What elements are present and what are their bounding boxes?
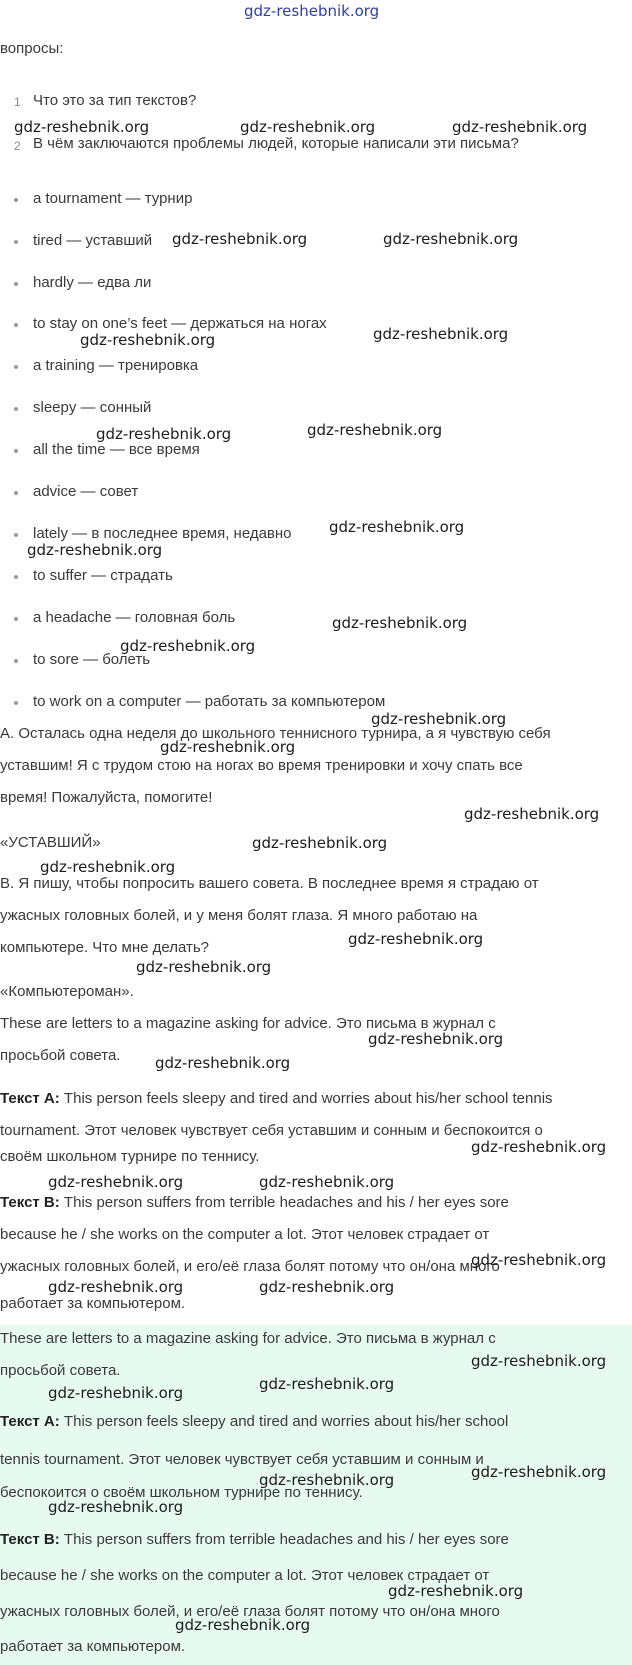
answer-line: ужасных головных болей, и его/её глаза болят потому что он/она много	[0, 1258, 500, 1275]
watermark-text: gdz-reshebnik.org	[48, 1384, 184, 1402]
watermark-text: gdz-reshebnik.org	[259, 1471, 395, 1489]
watermark-text: gdz-reshebnik.org	[383, 230, 519, 248]
vocab-item: to sore — болеть	[33, 651, 151, 668]
answer-line: These are letters to a magazine asking for advice. Это письма в журнал с	[0, 1015, 496, 1032]
watermark-text: gdz-reshebnik.org	[464, 805, 600, 823]
answer-line: These are letters to a magazine asking for advice. Это письма в журнал с	[0, 1330, 496, 1347]
answer-line: Текст А: This person feels sleepy and tired and worries about his/her school tennis	[0, 1090, 553, 1107]
letter-line: компьютере. Что мне делать?	[0, 939, 210, 956]
answer-line: просьбой совета.	[0, 1047, 121, 1064]
letter-line: уставшим! Я с трудом стою на ногах во время тренировки и хочу спать все	[0, 757, 523, 774]
bullet-dot	[14, 449, 18, 453]
vocab-item: sleepy — сонный	[33, 399, 152, 416]
watermark-text: gdz-reshebnik.org	[471, 1251, 607, 1269]
watermark-text: gdz-reshebnik.org	[471, 1463, 607, 1481]
bullet-dot	[14, 198, 18, 202]
watermark-text: gdz-reshebnik.org	[172, 230, 308, 248]
watermark-text: gdz-reshebnik.org	[120, 637, 256, 655]
watermark-top: gdz-reshebnik.org	[244, 2, 380, 20]
intro-text: вопросы:	[0, 40, 64, 57]
vocab-item: to work on a computer — работать за компьютером	[33, 693, 386, 710]
watermark-text: gdz-reshebnik.org	[332, 614, 468, 632]
vocab-item: hardly — едва ли	[33, 274, 152, 291]
letter-line: время! Пожалуйста, помогите!	[0, 789, 213, 806]
watermark-text: gdz-reshebnik.org	[371, 710, 507, 728]
watermark-text: gdz-reshebnik.org	[373, 325, 509, 343]
answer-line: ужасных головных болей, и его/её глаза болят потому что он/она много	[0, 1603, 500, 1620]
vocab-item: a training — тренировка	[33, 357, 199, 374]
answer-line: работает за компьютером.	[0, 1638, 186, 1655]
watermark-text: gdz-reshebnik.org	[252, 834, 388, 852]
watermark-text: gdz-reshebnik.org	[40, 858, 176, 876]
watermark-text: gdz-reshebnik.org	[259, 1173, 395, 1191]
answer-line: своём школьном турнире по теннису.	[0, 1148, 260, 1165]
letter-signature: «Компьютероман».	[0, 983, 134, 1000]
watermark-text: gdz-reshebnik.org	[27, 541, 163, 559]
vocab-item: to suffer — страдать	[33, 567, 173, 584]
bullet-dot	[14, 575, 18, 579]
bullet-dot	[14, 491, 18, 495]
question-text: Что это за тип текстов?	[33, 92, 197, 109]
answer-line: работает за компьютером.	[0, 1295, 186, 1312]
watermark-text: gdz-reshebnik.org	[155, 1054, 291, 1072]
watermark-text: gdz-reshebnik.org	[471, 1138, 607, 1156]
answer-line: Текст В: This person suffers from terrible headaches and his / her eyes sore	[0, 1194, 509, 1211]
watermark-text: gdz-reshebnik.org	[48, 1173, 184, 1191]
watermark-text: gdz-reshebnik.org	[48, 1498, 184, 1516]
answer-line: просьбой совета.	[0, 1362, 121, 1379]
vocab-item: advice — совет	[33, 483, 139, 500]
answer-line: Текст А: This person feels sleepy and tired and worries about his/her school	[0, 1413, 509, 1430]
answer-line: Текст В: This person suffers from terrible headaches and his / her eyes sore	[0, 1531, 509, 1548]
watermark-text: gdz-reshebnik.org	[259, 1278, 395, 1296]
watermark-text: gdz-reshebnik.org	[80, 331, 216, 349]
letter-line: ужасных головных болей, и у меня болят глаза. Я много работаю на	[0, 907, 478, 924]
watermark-text: gdz-reshebnik.org	[471, 1352, 607, 1370]
bullet-dot	[14, 282, 18, 286]
bullet-dot	[14, 407, 18, 411]
watermark-text: gdz-reshebnik.org	[348, 930, 484, 948]
bullet-dot	[14, 533, 18, 537]
watermark-text: gdz-reshebnik.org	[136, 958, 272, 976]
answer-line: беспокоится о своём школьном турнире по теннису.	[0, 1484, 363, 1501]
vocab-item: all the time — все время	[33, 441, 200, 458]
watermark-text: gdz-reshebnik.org	[259, 1375, 395, 1393]
letter-line: А. Осталась одна неделя до школьного теннисного турнира, а я чувствую себя	[0, 725, 551, 742]
bullet-dot	[14, 323, 18, 327]
question-text: В чём заключаются проблемы людей, которые написали эти письма?	[33, 135, 519, 152]
vocab-item: a headache — головная боль	[33, 609, 236, 626]
bullet-dot	[14, 365, 18, 369]
watermark-text: gdz-reshebnik.org	[160, 738, 296, 756]
watermark-text: gdz-reshebnik.org	[307, 421, 443, 439]
answer-line: because he / she works on the computer a lot. Этот человек страдает от	[0, 1226, 490, 1243]
vocab-item: to stay on one’s feet — держаться на ногах	[33, 315, 327, 332]
vocab-item: a tournament — турнир	[33, 190, 193, 207]
text-b-label: Текст В:	[0, 1194, 60, 1211]
watermark-text: gdz-reshebnik.org	[452, 118, 588, 136]
watermark-text: gdz-reshebnik.org	[329, 518, 465, 536]
text-b-label: Текст В:	[0, 1531, 60, 1548]
bullet-dot	[14, 240, 18, 244]
answer-line: tournament. Этот человек чувствует себя уставшим и сонным и беспокоится о	[0, 1122, 543, 1139]
watermark-text: gdz-reshebnik.org	[368, 1030, 504, 1048]
question-number: 1	[14, 95, 21, 109]
letter-line: В. Я пишу, чтобы попросить вашего совета. В последнее время я страдаю от	[0, 875, 539, 892]
bullet-dot	[14, 659, 18, 663]
watermark-text: gdz-reshebnik.org	[388, 1582, 524, 1600]
bullet-dot	[14, 617, 18, 621]
watermark-text: gdz-reshebnik.org	[175, 1616, 311, 1634]
bullet-dot	[14, 701, 18, 705]
watermark-text: gdz-reshebnik.org	[96, 425, 232, 443]
question-number: 2	[14, 139, 21, 153]
watermark-text: gdz-reshebnik.org	[240, 118, 376, 136]
vocab-item: tired — уставший	[33, 232, 153, 249]
vocab-item: lately — в последнее время, недавно	[33, 525, 292, 542]
watermark-text: gdz-reshebnik.org	[14, 118, 150, 136]
answer-line: tennis tournament. Этот человек чувствует себя уставшим и сонным и	[0, 1451, 484, 1468]
answer-line: because he / she works on the computer a lot. Этот человек страдает от	[0, 1567, 490, 1584]
letter-signature: «УСТАВШИЙ»	[0, 834, 101, 851]
text-a-label: Текст А:	[0, 1090, 60, 1107]
watermark-text: gdz-reshebnik.org	[48, 1278, 184, 1296]
text-a-label: Текст А:	[0, 1413, 60, 1430]
